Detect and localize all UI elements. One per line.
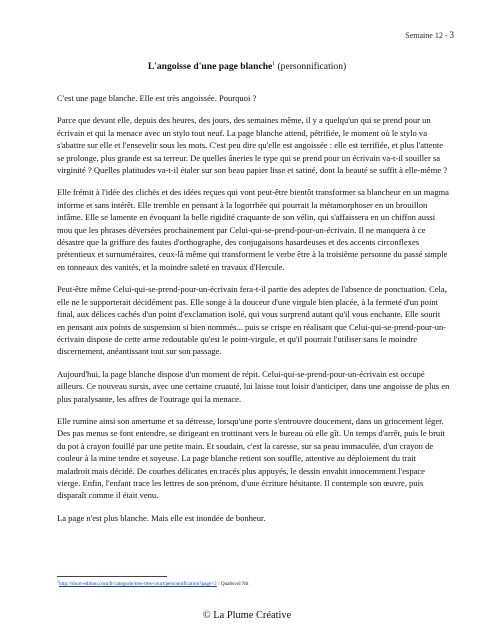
page-number: 3	[449, 30, 454, 40]
copyright-text: © La Plume Créative	[202, 610, 292, 621]
page-header	[405, 30, 454, 40]
footnote-link[interactable]: http://short-edition.com/fr/categorie/tres-tres-court/personnification?page=2	[59, 581, 217, 587]
paragraph-1: C'est une page blanche. Elle est très angoissée. Pourquoi ?	[57, 93, 257, 103]
title-subtitle: (personnification)	[277, 61, 347, 72]
paragraph-2: Parce que devant elle, depuis des heures, des jours, des semaines même, il y a quelqu'un qui se prend pour un écrivain et qui la menace avec un stylo tout neuf. La page blanche attend, pétrifiée, le moment où le stylo va s'abattre sur elle et l'ensevelir sous les mots. C'est peu dire qu'elle est angoissée : elle est terrifiée, et plus l'attente se prolonge, plus grande est sa terreur. De quelles âneries le type qui se prend pour un écrivain va-t-il souiller sa virginité ? Quelles platitudes va-t-il étaler sur son beau papier lisse et satiné, dont la beauté se suffit à elle-même ?	[57, 115, 448, 176]
footnote-number: 1	[57, 578, 59, 584]
page-title	[0, 61, 494, 72]
footnote	[57, 578, 450, 587]
title-footnote-ref: 1	[272, 60, 276, 67]
footnote-divider	[57, 576, 167, 577]
week-label: Semaine 12 -	[405, 31, 448, 40]
paragraph-5: Aujourd'hui, la page blanche dispose d'un moment de répit. Celui-qui-se-prend-pour-un-écrivain est occupé ailleurs. Ce nouveau sursis, avec une certaine cruauté, lui laisse tout loisir d'anticiper, dans une angoisse de plus en plus paralysante, les affres de l'outrage qui la menace.	[57, 368, 450, 404]
page-footer	[0, 610, 494, 621]
paragraph-3: Elle frémit à l'idée des clichés et des idées reçues qui vont peut-être bientôt transformer sa blancheur en un magma informe et sans intérêt. Elle tremble en pensant à la logorrhée qui pourrait la métamorphoser en un brouillon infâme. Elle se lamente en évoquant la belle rigidité craquante de son vélin, qui s'affaissera en un chiffon aussi mou que les phrases déversées prochainement par Celui-qui-se-prend-pour-un-écrivain. Il ne manquera à ce désastre que la griffure des fautes d'orthographe, des conjugaisons hasardeuses et des accents circonflexes prétentieux et surnuméraires, ceux-là même qui transforment le verbe être à la troisième personne du passé simple en tonneaux des vanités, et la moindre saleté en travaux d'Hercule.	[57, 187, 449, 272]
paragraph-6: Elle rumine ainsi son amertume et sa détresse, lorsqu'une porte s'entrouvre doucement, dans un grincement léger. Des pas menus se font entendre, se dirigeant en trottinant vers le bureau où elle gît. Un temps d'arrêt, puis le bruit du pot à crayon fouillé par une petite main. Et soudain, c'est la caresse, sur sa peau immaculée, d'un crayon de couleur à la mine tendre et soyeuse. La page blanche retient son souffle, attentive au déploiement du trait maladroit mais décidé. De courbes délicates en tracés plus appuyés, le dessin envahit innocemment l'espace vierge. Enfin, l'enfant trace les lettres de son prénom, d'une écriture hésitante. Il contemple son œuvre, puis disparaît comme il était venu.	[57, 415, 445, 501]
story-body	[57, 92, 450, 534]
title-main: L'angoisse d'une page blanche	[147, 61, 273, 72]
paragraph-7: La page n'est plus blanche. Mais elle est inondée de bonheur.	[57, 512, 266, 523]
footnote-author: / Quabsvol Nit	[216, 581, 249, 587]
paragraph-4: Peut-être même Celui-qui-se-prend-pour-un-écrivain fera-t-il partie des adeptes de l'absence de ponctuation. Cela, elle ne le supporterait décidément pas. Elle songe à la douceur d'une virgule bien placée, à la fermeté d'un point final, aux délices cachés d'un point d'exclamation isolé, qui vous surprend autant qu'il vous enchante. Elle sourit en pensant aux points de suspension si bien nommés... puis se crispe en réalisant que Celui-qui-se-prend-pour-un-écrivain dispose de cette arme redoutable qu'est le point-virgule, et qu'il pourrait l'utiliser sans le moindre discernement, anéantissant tout sur son passage.	[57, 284, 447, 357]
